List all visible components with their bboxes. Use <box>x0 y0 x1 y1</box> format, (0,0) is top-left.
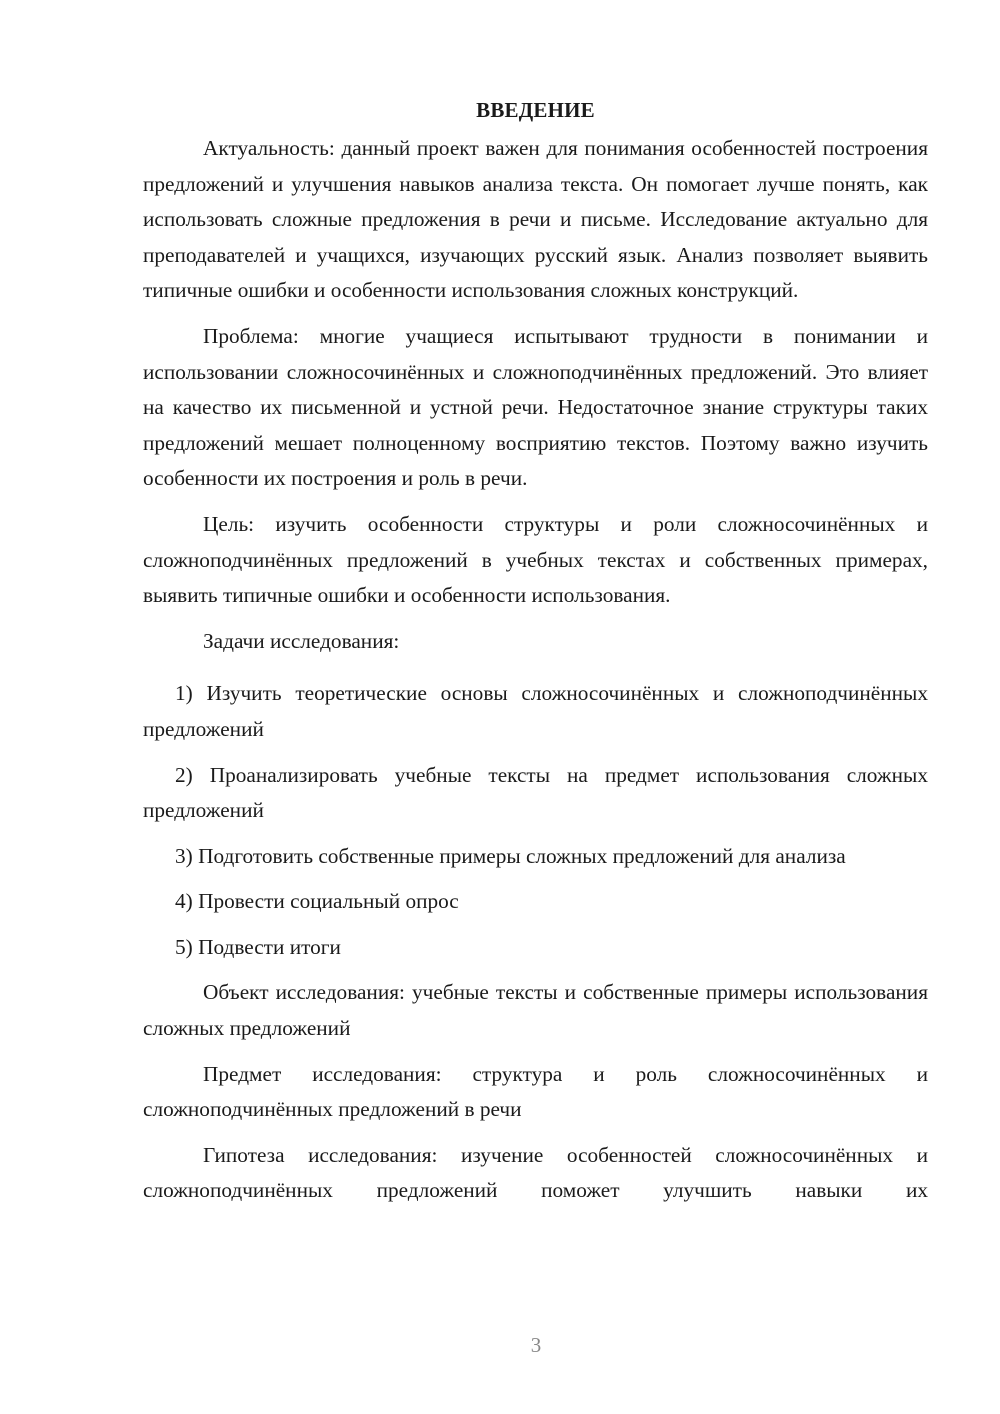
paragraph-goal: Цель: изучить особенности структуры и роли сложносочинённых и сложноподчинённых предложений в учебных текстах и собственных примерах, выявить типичные ошибки и особенности использования. <box>143 511 928 608</box>
paragraph-subject: Предмет исследования: структура и роль сложносочинённых и сложноподчинённых предложений в речи <box>143 1061 928 1122</box>
paragraph-hypothesis: Гипотеза исследования: изучение особенностей сложносочинённых и сложноподчинённых предложений поможет улучшить навыки их <box>143 1142 928 1203</box>
list-item: 4) Провести социальный опрос <box>175 889 459 914</box>
tasks-list <box>143 676 928 965</box>
page-title: ВВЕДЕНИЕ <box>476 98 595 122</box>
paragraph-problem: Проблема: многие учащиеся испытывают трудности в понимании и использовании сложносочинённых и сложноподчинённых предложений. Это влияет на качество их письменной и устной речи. Недостаточное знание структуры таких предложений мешает полноценному восприятию текстов. Поэтому важно изучить особенности их построения и роль в речи. <box>143 323 928 491</box>
list-item: 2) Проанализировать учебные тексты на предмет использования сложных предложений <box>143 762 928 823</box>
list-item: 1) Изучить теоретические основы сложносочинённых и сложноподчинённых предложений <box>143 681 928 741</box>
tasks-heading: Задачи исследования: <box>203 628 400 653</box>
paragraph-object: Объект исследования: учебные тексты и собственные примеры использования сложных предложений <box>143 980 928 1041</box>
document-page <box>143 92 928 1219</box>
list-item: 5) Подвести итоги <box>175 934 341 959</box>
paragraph-relevance: Актуальность: данный проект важен для понимания особенностей построения предложений и улучшения навыков анализа текста. Он помогает лучше понять, как использовать сложные предложения в речи и письме. Исследование актуально для преподавателей и учащихся, изучающих русский язык. Анализ позволяет выявить типичные ошибки и особенности использования сложных конструкций. <box>143 136 928 303</box>
page-number: 3 <box>530 1333 542 1357</box>
list-item: 3) Подготовить собственные примеры сложных предложений для анализа <box>175 843 846 868</box>
